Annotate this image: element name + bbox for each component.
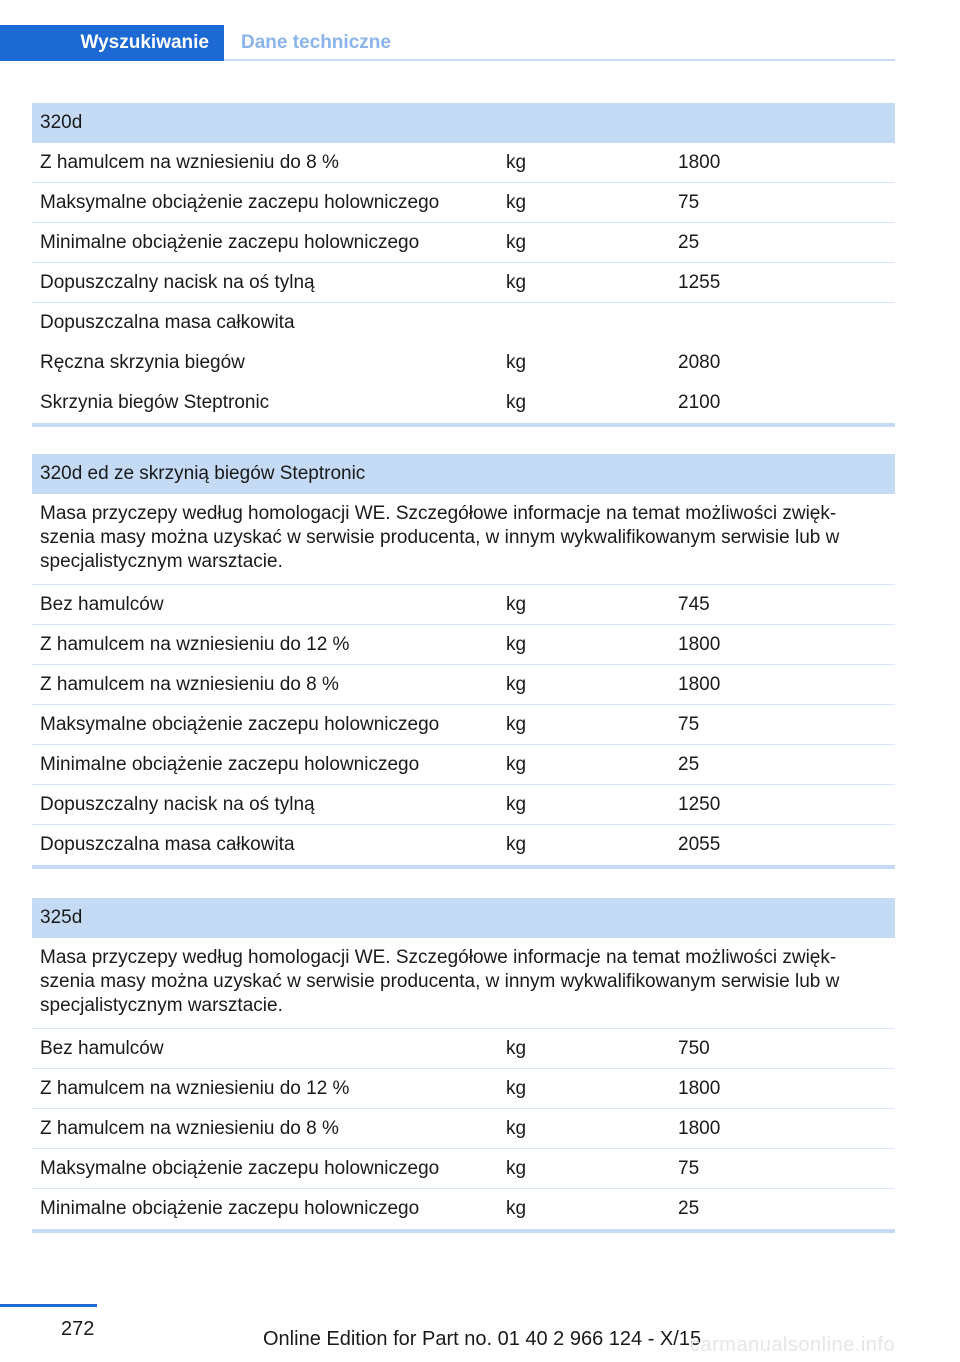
table-row [32, 1149, 895, 1189]
row-value: 1255 [678, 271, 721, 293]
row-value: 1800 [678, 633, 721, 655]
row-unit: kg [506, 673, 527, 695]
row-label: Minimalne obciążenie zaczepu holowniczego [40, 753, 420, 775]
row-unit: kg [506, 1117, 527, 1139]
tab-technical-data[interactable]: Dane techniczne [241, 32, 391, 53]
row-label: Minimalne obciążenie zaczepu holowniczego [40, 1198, 420, 1219]
row-value: 25 [678, 1198, 700, 1219]
row-unit: kg [506, 1037, 527, 1059]
row-unit: kg [506, 834, 527, 855]
table-note: Masa przyczepy według homologacji WE. Szczegółowe informacje na temat możliwości zwięk‐szenia masy można uzyskać w serwisie producenta, w innym wykwalifikowanym serwisie lub w specjalistycznym warsztacie. [32, 494, 895, 585]
row-value: 75 [678, 1157, 700, 1179]
row-value: 75 [678, 191, 700, 213]
row-value: 1250 [678, 793, 721, 815]
table-row [32, 343, 895, 383]
table-row [32, 1029, 895, 1069]
tab-search[interactable]: Wyszukiwanie [0, 25, 224, 61]
row-label: Z hamulcem na wzniesieniu do 8 % [40, 1117, 339, 1139]
row-label: Minimalne obciążenie zaczepu holowniczego [40, 231, 420, 253]
table-row [32, 705, 895, 745]
table-row [32, 143, 895, 183]
table-row [32, 825, 895, 865]
row-label: Bez hamulców [40, 593, 164, 615]
row-label: Skrzynia biegów Steptronic [40, 392, 270, 413]
row-unit: kg [506, 191, 527, 213]
row-value: 25 [678, 753, 700, 775]
table-row [32, 665, 895, 705]
row-label: Dopuszczalna masa całkowita [40, 834, 295, 855]
row-value: 2080 [678, 352, 721, 373]
edition-note: Online Edition for Part no. 01 40 2 966 124 - X/15 [263, 1328, 702, 1350]
watermark: carmanualsonline.info [690, 1334, 896, 1356]
tab-underline [224, 59, 895, 61]
row-unit: kg [506, 392, 527, 413]
table-row [32, 383, 895, 423]
row-value: 2055 [678, 834, 721, 855]
table-row [32, 625, 895, 665]
table-row [32, 263, 895, 303]
table-row [32, 223, 895, 263]
row-label: Maksymalne obciążenie zaczepu holowniczego [40, 713, 440, 735]
header-tabs [0, 25, 895, 61]
row-unit: kg [506, 713, 527, 735]
row-unit: kg [506, 593, 527, 615]
row-value: 75 [678, 713, 700, 735]
table-row [32, 785, 895, 825]
table-title: 320d ed ze skrzynią biegów Steptronic [32, 454, 895, 494]
table-row [32, 1189, 895, 1229]
row-label: Dopuszczalny nacisk na oś tylną [40, 793, 315, 815]
row-value: 750 [678, 1037, 710, 1059]
row-unit: kg [506, 151, 527, 173]
page-number: 272 [61, 1318, 95, 1340]
table-row [32, 1109, 895, 1149]
row-unit: kg [506, 753, 527, 775]
table-row [32, 303, 895, 343]
row-unit: kg [506, 231, 527, 253]
row-unit: kg [506, 352, 527, 373]
row-label: Z hamulcem na wzniesieniu do 12 % [40, 1077, 350, 1099]
table-row [32, 1069, 895, 1109]
row-label: Ręczna skrzynia biegów [40, 352, 245, 373]
row-unit: kg [506, 1198, 527, 1219]
table-end-rule [32, 865, 895, 869]
row-unit: kg [506, 1077, 527, 1099]
row-label: Z hamulcem na wzniesieniu do 12 % [40, 633, 350, 655]
table-note: Masa przyczepy według homologacji WE. Szczegółowe informacje na temat możliwości zwięk‐szenia masy można uzyskać w serwisie producenta, w innym wykwalifikowanym serwisie lub w specjalistycznym warsztacie. [32, 938, 895, 1029]
row-value: 2100 [678, 392, 721, 413]
row-label: Maksymalne obciążenie zaczepu holowniczego [40, 1157, 440, 1179]
row-unit: kg [506, 633, 527, 655]
table-end-rule [32, 1229, 895, 1233]
row-value: 25 [678, 231, 700, 253]
row-label: Dopuszczalna masa całkowita [40, 312, 295, 333]
row-label: Dopuszczalny nacisk na oś tylną [40, 271, 315, 293]
page-number-rule [0, 1304, 97, 1307]
row-value: 1800 [678, 151, 721, 173]
table-325d [32, 898, 895, 1233]
table-320d [32, 103, 895, 427]
row-unit: kg [506, 793, 527, 815]
row-value: 1800 [678, 1117, 721, 1139]
row-label: Z hamulcem na wzniesieniu do 8 % [40, 673, 339, 695]
row-value: 1800 [678, 1077, 721, 1099]
table-row [32, 745, 895, 785]
row-value: 745 [678, 593, 710, 615]
table-row [32, 183, 895, 223]
table-320d-ed [32, 454, 895, 869]
row-unit: kg [506, 271, 527, 293]
row-label: Bez hamulców [40, 1037, 164, 1059]
row-unit: kg [506, 1157, 527, 1179]
table-title: 325d [32, 898, 895, 938]
table-end-rule [32, 423, 895, 427]
table-title: 320d [32, 103, 895, 143]
table-row [32, 585, 895, 625]
row-label: Maksymalne obciążenie zaczepu holowniczego [40, 191, 440, 213]
row-value: 1800 [678, 673, 721, 695]
row-label: Z hamulcem na wzniesieniu do 8 % [40, 151, 339, 173]
